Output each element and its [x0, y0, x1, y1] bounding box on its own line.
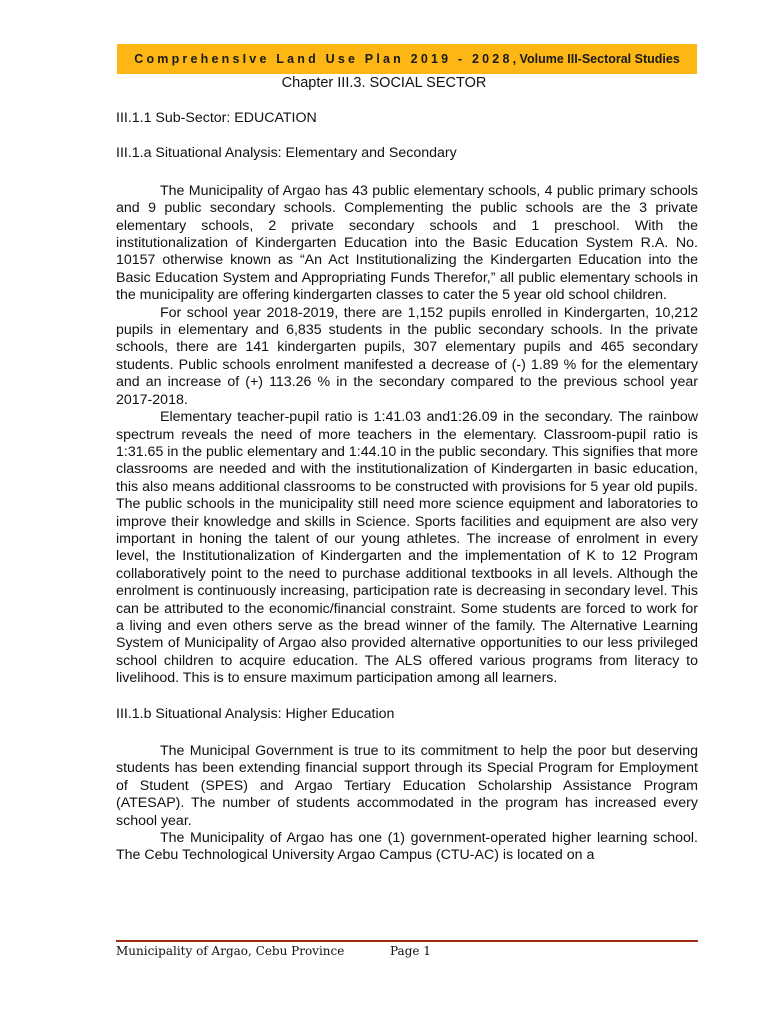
chapter-title: Chapter III.3. SOCIAL SECTOR	[281, 75, 487, 91]
page-body	[116, 110, 698, 865]
section-b-paragraph: The Municipal Government is true to its commitment to help the poor but deserving students has been extending financial support through its Special Program for Employment of Student (SPES) and Argao Tertiary Education Scholarship Assistance Program (ATESAP). The number of students accommodated in the program has increased every school year.	[116, 743, 698, 829]
section-b-paragraph: The Municipality of Argao has one (1) government-operated higher learning school. The Cebu Technological University Argao Campus (CTU-AC) is located on a	[116, 830, 698, 864]
section-a-paragraph: Elementary teacher-pupil ratio is 1:41.03 and1:26.09 in the secondary. The rainbow spectrum reveals the need of more teachers in the elementary. Classroom-pupil ratio is 1:31.65 in the public elementary and 1:44.10 in the public secondary. This signifies that more classrooms are needed and with the institutionalization of Kindergarten in basic education, this also means additional classrooms to be constructed with provisions for 5 year old pupils. The public schools in the municipality still need more science equipment and laboratories to improve their knowledge and skills in Science. Sports facilities and equipment are also very important in honing the talent of our young athletes. The increase of enrolment in every level, the Institutionalization of Kindergarten and the implementation of K to 12 Program collaboratively point to the need to purchase additional textbooks in all levels. Although the enrolment is continuously increasing, participation rate is decreasing in secondary level. This can be attributed to the economic/financial constraint. Some students are forced to work for a living and even others serve as the bread winner of the family. The Alternative Learning System of Municipality of Argao also provided alternative opportunities to our less privileged school children to acquire education. The ALS offered various programs from literacy to livelihood. This is to ensure maximum participation among all learners.	[116, 409, 698, 687]
page-number: Page 1	[390, 944, 431, 958]
section-a-paragraph: The Municipality of Argao has 43 public elementary schools, 4 public primary schools and 9 public secondary schools. Complementing the public schools are the 3 private elementary schools, 2 private secondary schools and 1 preschool. With the institutionalization of Kindergarten Education into the Basic Education System R.A. No. 10157 otherwise known as “An Act Institutionalizing the Kindergarten Education into the Basic Education System and Appropriating Funds Therefor,” all public elementary schools in the municipality are offering kindergarten classes to cater the 5 year old school children.	[116, 182, 698, 304]
section-a-paragraph: For school year 2018-2019, there are 1,152 pupils enrolled in Kindergarten, 10,212 pupils in elementary and 6,835 students in the public secondary schools. In the private schools, there are 141 kindergarten pupils, 307 elementary pupils and 465 secondary students. Public schools enrolment manifested a decrease of (-) 1.89 % for the elementary and an increase of (+) 113.26 % in the secondary compared to the previous school year 2017-2018.	[116, 304, 698, 408]
header-plan-title: ComprehensIve Land Use Plan 2019 - 2028	[134, 52, 513, 66]
subsector-heading: III.1.1 Sub-Sector: EDUCATION	[116, 110, 317, 126]
document-header-band	[117, 44, 697, 74]
section-b-heading: III.1.b Situational Analysis: Higher Education	[116, 705, 395, 722]
section-a-heading: III.1.a Situational Analysis: Elementary and Secondary	[116, 145, 457, 162]
header-volume-title: , Volume III-Sectoral Studies	[512, 52, 680, 66]
footer-municipality: Municipality of Argao, Cebu Province	[116, 944, 345, 958]
footer-divider	[116, 940, 698, 942]
